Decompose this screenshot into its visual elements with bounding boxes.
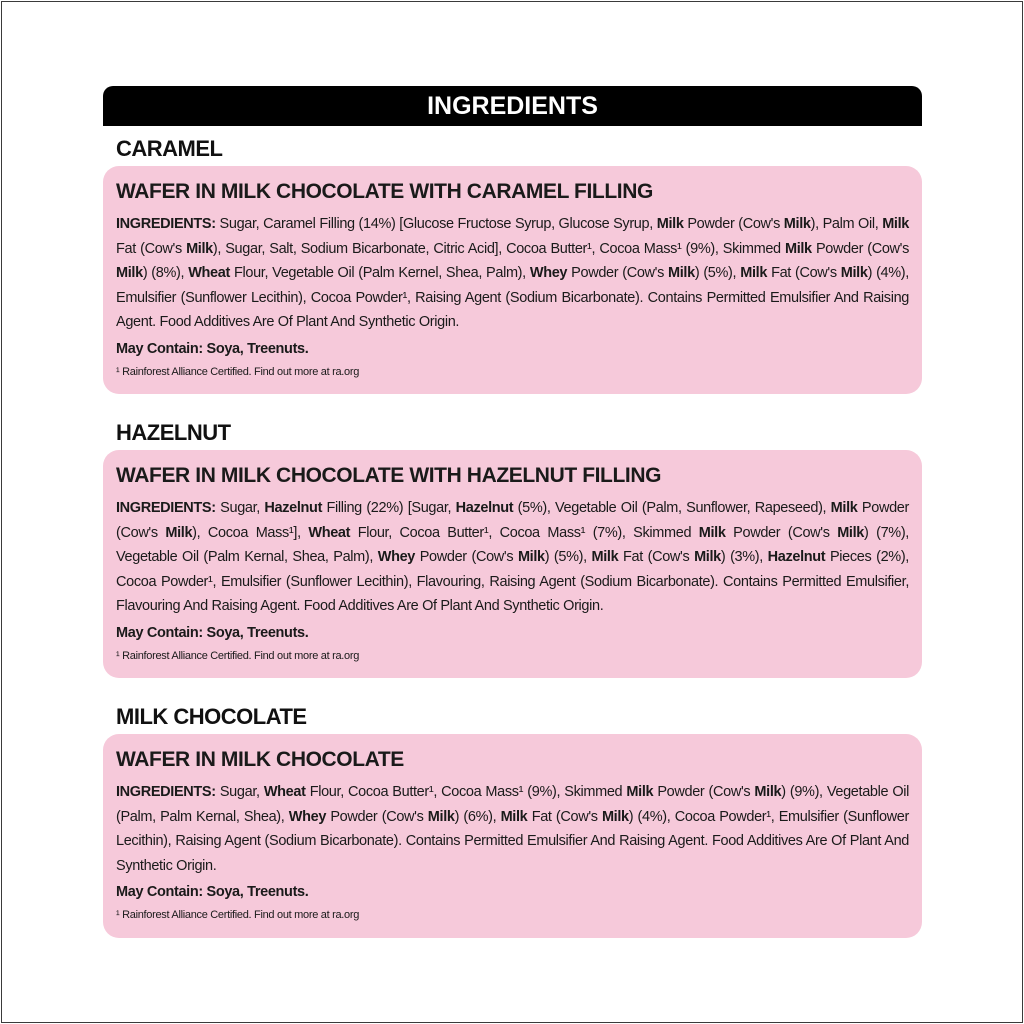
ingredients-body bbox=[116, 216, 909, 330]
may-contain-milk-chocolate: May Contain: Soya, Treenuts. bbox=[116, 884, 309, 900]
panel-caramel bbox=[103, 166, 922, 394]
may-contain-hazelnut: May Contain: Soya, Treenuts. bbox=[116, 624, 309, 641]
allergen-text: Wheat bbox=[188, 265, 230, 281]
ingredient-text: Flour, Cocoa Butter¹, Cocoa Mass¹ (7%), Skimmed bbox=[350, 524, 699, 541]
header-title: INGREDIENTS bbox=[427, 92, 598, 120]
panel-hazelnut bbox=[103, 450, 922, 678]
ingredient-text: ) (4%), Cocoa Powder¹, Emulsifier (Sunflower Lecithin), Raising Agent (Sodium Bicarbonate). Contains Permitted Emulsifier And Raising Agent. Food Additives Are Of Plant And Synthetic Origin. bbox=[116, 808, 909, 874]
allergen-text: Milk bbox=[837, 524, 865, 541]
allergen-text: Milk bbox=[656, 216, 684, 232]
footnote-hazelnut: ¹ Rainforest Alliance Certified. Find out more at ra.org bbox=[116, 649, 360, 662]
allergen-text: Milk bbox=[783, 216, 811, 232]
ingredients-header-bar bbox=[103, 86, 922, 126]
allergen-text: Wheat bbox=[263, 784, 306, 800]
ingredient-text: Powder (Cow's bbox=[683, 216, 784, 232]
ingredient-text: ) (6%), bbox=[454, 808, 501, 825]
allergen-text: Milk bbox=[427, 808, 455, 825]
ingredient-text: ) (9%), Vegetable Oil (Palm, Palm Kernal, Shea), bbox=[116, 784, 910, 825]
ingredient-text: Sugar, bbox=[215, 500, 265, 516]
allergen-text: Hazelnut bbox=[455, 500, 514, 516]
product-title-milk-chocolate: WAFER IN MILK CHOCOLATE bbox=[116, 748, 404, 771]
allergen-text: Milk bbox=[830, 500, 858, 516]
allergen-text: Whey bbox=[288, 808, 327, 825]
ingredient-text: Filling (22%) [Sugar, bbox=[322, 500, 456, 516]
allergen-text: Whey bbox=[529, 265, 568, 281]
footnote-caramel: ¹ Rainforest Alliance Certified. Find out more at ra.org bbox=[116, 365, 360, 378]
ingredient-text: (5%), Vegetable Oil (Palm, Sunflower, Rapeseed), bbox=[513, 500, 831, 516]
allergen-text: Milk bbox=[754, 784, 782, 800]
ingredient-text: ), Sugar, Salt, Sodium Bicarbonate, Citric Acid], Cocoa Butter¹, Cocoa Mass¹ (9%), Skimmed bbox=[212, 240, 785, 257]
allergen-text: Milk bbox=[698, 524, 726, 541]
allergen-text: Milk bbox=[165, 524, 193, 541]
section-heading-caramel: CARAMEL bbox=[116, 136, 223, 161]
ingredients-text-caramel bbox=[116, 212, 909, 335]
ingredient-text: Powder (Cow's bbox=[811, 240, 910, 257]
footnote-milk-chocolate: ¹ Rainforest Alliance Certified. Find out more at ra.org bbox=[116, 909, 360, 921]
panel-milk-chocolate bbox=[103, 734, 922, 938]
ingredient-text: Powder (Cow's bbox=[326, 808, 428, 825]
ingredient-text: Fat (Cow's bbox=[618, 549, 695, 565]
ingredients-label: INGREDIENTS: bbox=[116, 784, 216, 800]
allergen-text: Milk bbox=[882, 216, 909, 232]
ingredient-text: Fat (Cow's bbox=[767, 265, 841, 281]
allergen-text: Milk bbox=[694, 549, 721, 565]
ingredient-text: ), Cocoa Mass¹], bbox=[192, 524, 309, 541]
ingredients-body bbox=[116, 500, 909, 614]
allergen-text: Milk bbox=[740, 265, 768, 281]
allergen-text: Whey bbox=[377, 549, 416, 565]
ingredient-text: Sugar, Caramel Filling (14%) [Glucose Fructose Syrup, Glucose Syrup, bbox=[215, 216, 657, 232]
ingredients-text-milk-chocolate bbox=[116, 780, 909, 878]
ingredient-text: Pieces (2%), Cocoa Powder¹, Emulsifier (Sunflower Lecithin), Flavouring, Raising Agent (Sodium Bicarbonate). Contains Permitted Emulsifier, Flavouring And Raising Agent. Food Additives Are Of Plant And Synthetic Origin. bbox=[116, 549, 909, 614]
may-contain-caramel: May Contain: Soya, Treenuts. bbox=[116, 340, 309, 357]
ingredient-text: Powder (Cow's bbox=[116, 500, 909, 541]
allergen-text: Milk bbox=[500, 808, 528, 825]
product-title-hazelnut: WAFER IN MILK CHOCOLATE WITH HAZELNUT FILLING bbox=[116, 464, 662, 487]
ingredient-text: ) (3%), bbox=[720, 549, 768, 565]
allergen-text: Hazelnut bbox=[767, 549, 826, 565]
ingredient-text: ) (4%), Emulsifier (Sunflower Lecithin), Cocoa Powder¹, Raising Agent (Sodium Bicarbonate). Contains Permitted Emulsifier And Raising Agent. Food Additives Are Of Plant And Synthetic Origin. bbox=[116, 265, 909, 330]
ingredient-text: Powder (Cow's bbox=[415, 549, 518, 565]
ingredient-text: ) (7%), Vegetable Oil (Palm Kernal, Shea, Palm), bbox=[116, 524, 909, 565]
ingredient-text: ), Palm Oil, bbox=[810, 216, 883, 232]
allergen-text: Milk bbox=[840, 265, 868, 281]
ingredient-text: Fat (Cow's bbox=[116, 240, 187, 257]
ingredients-body bbox=[116, 784, 909, 874]
ingredients-text-hazelnut bbox=[116, 496, 909, 619]
allergen-text: Milk bbox=[116, 265, 143, 281]
product-title-caramel: WAFER IN MILK CHOCOLATE WITH CARAMEL FILLING bbox=[116, 180, 653, 203]
allergen-text: Hazelnut bbox=[264, 500, 323, 516]
ingredient-text: Powder (Cow's bbox=[653, 784, 755, 800]
allergen-text: Milk bbox=[784, 240, 812, 257]
allergen-text: Milk bbox=[601, 808, 629, 825]
ingredient-text: ) (5%), bbox=[694, 265, 741, 281]
ingredient-text: Flour, Cocoa Butter¹, Cocoa Mass¹ (9%), Skimmed bbox=[305, 784, 627, 800]
ingredient-text: Flour, Vegetable Oil (Palm Kernel, Shea, Palm), bbox=[229, 265, 530, 281]
ingredients-label: INGREDIENTS: bbox=[116, 500, 216, 516]
ingredients-label: INGREDIENTS: bbox=[116, 216, 216, 232]
allergen-text: Wheat bbox=[308, 524, 351, 541]
allergen-text: Milk bbox=[668, 265, 695, 281]
allergen-text: Milk bbox=[591, 549, 619, 565]
allergen-text: Milk bbox=[186, 240, 213, 257]
allergen-text: Milk bbox=[626, 784, 654, 800]
ingredient-text: ) (8%), bbox=[142, 265, 189, 281]
ingredient-text: Powder (Cow's bbox=[725, 524, 838, 541]
ingredient-text: ) (5%), bbox=[544, 549, 592, 565]
section-heading-milk-chocolate: MILK CHOCOLATE bbox=[116, 704, 307, 729]
ingredient-text: Fat (Cow's bbox=[527, 808, 602, 825]
ingredient-text: Sugar, bbox=[215, 784, 264, 800]
ingredient-text: Powder (Cow's bbox=[567, 265, 669, 281]
allergen-text: Milk bbox=[517, 549, 545, 565]
section-heading-hazelnut: HAZELNUT bbox=[116, 420, 231, 445]
